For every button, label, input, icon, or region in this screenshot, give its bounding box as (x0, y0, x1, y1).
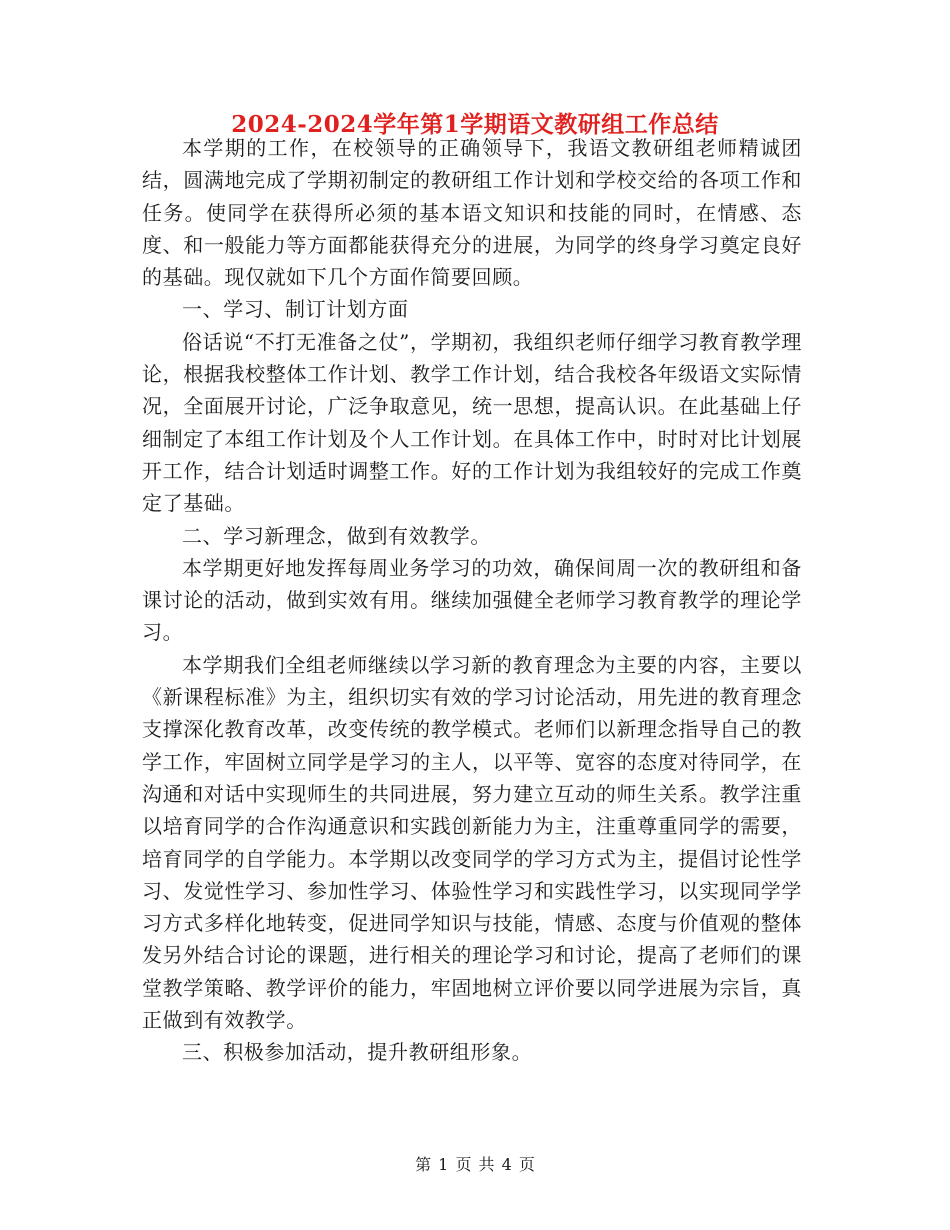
section-heading-3: 三、积极参加活动，提升教研组形象。 (182, 1040, 533, 1065)
paragraph-intro: 本学期的工作，在校领导的正确领导下，我语文教研组老师精诚团结，圆满地完成了学期初制定的教研组工作计划和学校交给的各项工作和任务。使同学在获得所必须的基本语文知识和技能的同时，在情感、态度、和一般能力等方面都能获得充分的进展，为同学的终身学习奠定良好的基础。现仅就如下几个方面作简要回顾。 (142, 136, 802, 290)
page-number-footer: 第 1 页 共 4 页 (415, 1155, 535, 1174)
document-body (142, 132, 802, 1069)
paragraph-planning: 俗话说“不打无准备之仗”，学期初，我组织老师仔细学习教育教学理论，根据我校整体工作计划、教学工作计划，结合我校各年级语文实际情况，全面展开讨论，广泛争取意见，统一思想，提高认识。在此基础上仔细制定了本组工作计划及个人工作计划。在具体工作中，时时对比计划展开工作，结合计划适时调整工作。好的工作计划为我组较好的完成工作奠定了基础。 (142, 329, 802, 516)
section-heading-1: 一、学习、制订计划方面 (182, 297, 409, 322)
paragraph-weekly-study: 本学期更好地发挥每周业务学习的功效，确保间周一次的教研组和备课讨论的活动，做到实效有用。继续加强健全老师学习教育教学的理论学习。 (142, 555, 802, 645)
paragraph-new-concepts: 本学期我们全组老师继续以学习新的教育理念为主要的内容，主要以《新课程标准》为主，组织切实有效的学习讨论活动，用先进的教育理念支撑深化教育改革，改变传统的教学模式。老师们以新理念指导自己的教学工作，牢固树立同学是学习的主人，以平等、宽容的态度对待同学，在沟通和对话中实现师生的共同进展，努力建立互动的师生关系。教学注重以培育同学的合作沟通意识和实践创新能力为主，注重尊重同学的需要，培育同学的自学能力。本学期以改变同学的学习方式为主，提倡讨论性学习、发觉性学习、参加性学习、体验性学习和实践性学习，以实现同学学习方式多样化地转变，促进同学知识与技能，情感、态度与价值观的整体发另外结合讨论的课题，进行相关的理论学习和讨论，提高了老师们的课堂教学策略、教学评价的能力，牢固地树立评价要以同学进展为宗旨，真正做到有效教学。 (142, 652, 802, 1033)
section-heading-2: 二、学习新理念，做到有效教学。 (182, 523, 491, 548)
document-title: 2024-2024学年第1学期语文教研组工作总结 (231, 111, 719, 138)
